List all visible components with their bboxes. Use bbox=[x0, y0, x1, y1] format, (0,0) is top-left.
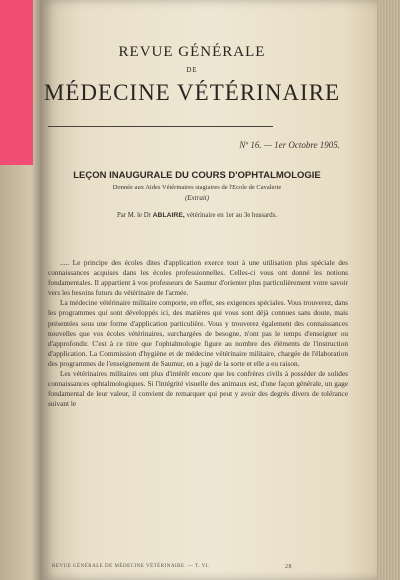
lecture-title: LEÇON INAUGURALE DU COURS D'OPHTALMOLOGIE bbox=[73, 170, 321, 181]
author-line bbox=[52, 212, 342, 219]
lecture-extrait: (Extrait) bbox=[184, 194, 210, 202]
issue-date: Nº 16. — 1er Octobre 1905. bbox=[239, 140, 340, 150]
paragraph: La médecine vétérinaire militaire comporte, en effet, ses exigences spéciales. Vous trouverez, dans les programmes qui sont développés ici, des matières qui vous sont déjà connues sans doute, mais présentées sous une forme d'application particulière. Vous y trouverez également des connaissances nouvelles que vos écoles vétérinaires, surchargées de besogne, n'ont pas le temps d'enseigner ou d'approfondir. C'est à ce titre que l'ophtalmologie figure au nombre des éléments de l'instruction d'application. La Commission d'hygiène et de médecine vétérinaire militaire, chargée de l'élaboration des programmes de l'enseignement de Saumur, en a jugé de la sorte et elle a eu raison. bbox=[48, 298, 348, 368]
page-edge bbox=[377, 0, 400, 580]
article-body bbox=[48, 258, 348, 409]
author-name: ABLAIRE, bbox=[152, 212, 185, 219]
title-rule bbox=[48, 126, 273, 127]
paragraph: ..... Le principe des écoles dites d'application exerce tout à une utilisation plus spéciale des connaissances acquises dans les écoles professionnelles. Celles-ci vous ont donné les notions fondamentales. Il appartient à vos professeurs de Saumur d'orienter plus particulièrement votre savoir vers les besoins futurs du vétérinaire de l'armée. bbox=[48, 258, 348, 298]
paragraph: Les vétérinaires militaires ont plus d'intérêt encore que les confrères civils à posséder de solides connaissances ophtalmologiques. Si l'intégrité visuelle des animaux est, d'une façon générale, un gage fondamental de leur valeur, il convient de remarquer qui peut y avoir des degrés divers de tolérance suivant le bbox=[48, 369, 348, 409]
journal-title-line2: DE bbox=[186, 66, 198, 74]
author-prefix: Par M. le Dr bbox=[116, 212, 151, 219]
journal-title-line1: REVUE GÉNÉRALE bbox=[118, 44, 266, 60]
page-number: 28 bbox=[285, 564, 292, 570]
pink-bookmark-tab bbox=[0, 0, 33, 165]
running-head: REVUE GÉNÉRALE DE MÉDECINE VÉTÉRINAIRE. — T. VI. bbox=[52, 564, 210, 569]
lecture-subtitle: Donnée aux Aides Vétérinaires stagiaires de l'Ecole de Cavalerie bbox=[112, 184, 282, 191]
author-suffix: vétérinaire en 1er au 3e hussards. bbox=[186, 212, 278, 219]
journal-title-line3: MÉDECINE VÉTÉRINAIRE bbox=[43, 80, 341, 105]
page-footer bbox=[52, 564, 342, 569]
